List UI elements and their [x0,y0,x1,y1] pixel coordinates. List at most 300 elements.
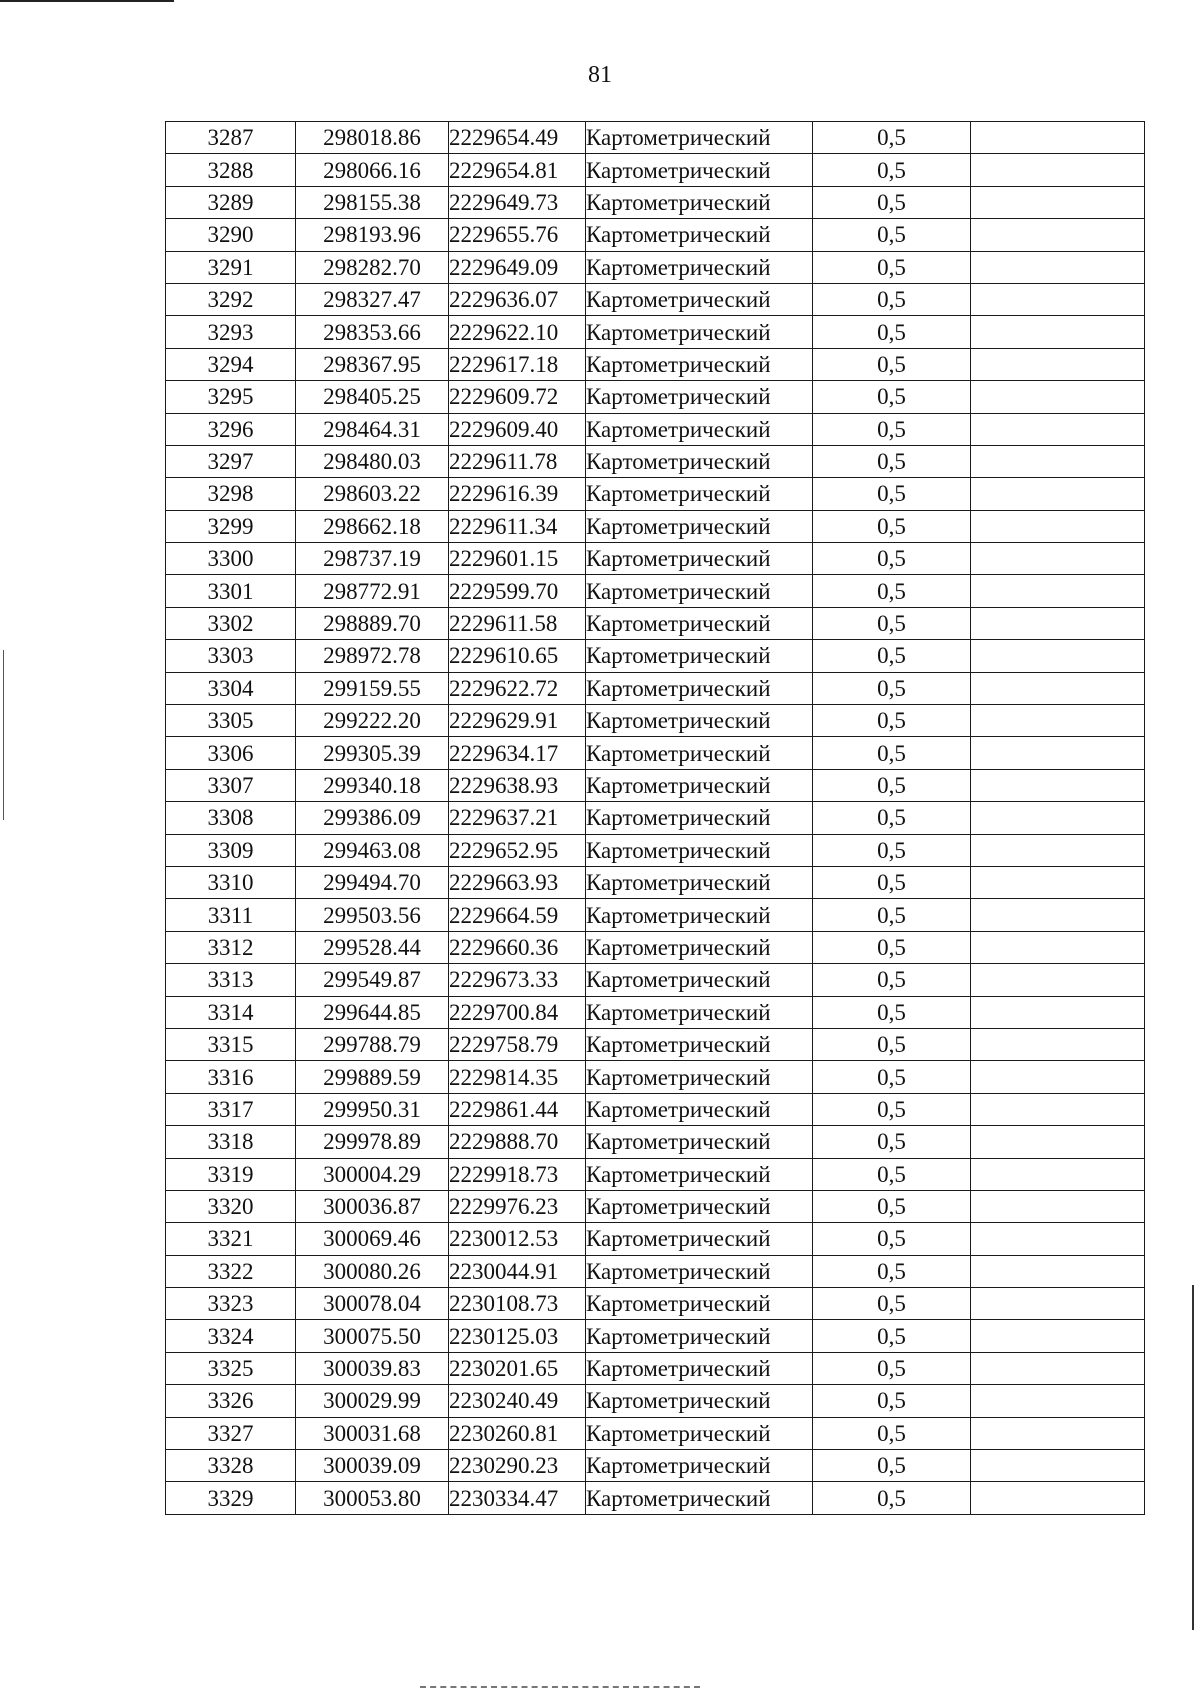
point-number-cell: 3294 [166,348,296,380]
y-coordinate-cell: 2229609.40 [449,413,586,445]
point-number-cell: 3298 [166,478,296,510]
method-cell: Картометрический [586,251,813,283]
method-cell: Картометрический [586,899,813,931]
note-cell [971,1352,1145,1384]
point-number-cell: 3318 [166,1126,296,1158]
x-coordinate-cell: 299644.85 [296,996,449,1028]
table-row [166,672,1145,704]
note-cell [971,381,1145,413]
accuracy-cell: 0,5 [813,154,971,186]
point-number-cell: 3293 [166,316,296,348]
scan-footer-dashes [420,1686,700,1690]
x-coordinate-cell: 298066.16 [296,154,449,186]
accuracy-cell: 0,5 [813,381,971,413]
method-cell: Картометрический [586,348,813,380]
note-cell [971,154,1145,186]
y-coordinate-cell: 2229611.34 [449,510,586,542]
x-coordinate-cell: 299222.20 [296,705,449,737]
table-row [166,348,1145,380]
x-coordinate-cell: 299528.44 [296,931,449,963]
method-cell: Картометрический [586,154,813,186]
method-cell: Картометрический [586,1385,813,1417]
y-coordinate-cell: 2229673.33 [449,964,586,996]
method-cell: Картометрический [586,445,813,477]
note-cell [971,1093,1145,1125]
note-cell [971,1385,1145,1417]
accuracy-cell: 0,5 [813,1158,971,1190]
accuracy-cell: 0,5 [813,737,971,769]
table-row [166,607,1145,639]
note-cell [971,1288,1145,1320]
point-number-cell: 3305 [166,705,296,737]
table-row [166,1482,1145,1514]
method-cell: Картометрический [586,866,813,898]
accuracy-cell: 0,5 [813,1190,971,1222]
point-number-cell: 3307 [166,769,296,801]
x-coordinate-cell: 300039.09 [296,1450,449,1482]
y-coordinate-cell: 2229609.72 [449,381,586,413]
accuracy-cell: 0,5 [813,1061,971,1093]
method-cell: Картометрический [586,672,813,704]
table-row [166,413,1145,445]
method-cell: Картометрический [586,737,813,769]
accuracy-cell: 0,5 [813,802,971,834]
note-cell [971,1320,1145,1352]
table-row [166,186,1145,218]
note-cell [971,1450,1145,1482]
point-number-cell: 3310 [166,866,296,898]
x-coordinate-cell: 298464.31 [296,413,449,445]
y-coordinate-cell: 2229611.78 [449,445,586,477]
point-number-cell: 3325 [166,1352,296,1384]
table-row [166,1450,1145,1482]
x-coordinate-cell: 300029.99 [296,1385,449,1417]
method-cell: Картометрический [586,122,813,154]
table-row [166,931,1145,963]
note-cell [971,219,1145,251]
table-row [166,705,1145,737]
y-coordinate-cell: 2229637.21 [449,802,586,834]
accuracy-cell: 0,5 [813,834,971,866]
table-row [166,251,1145,283]
table-row [166,1255,1145,1287]
coordinates-table [165,121,1145,1515]
x-coordinate-cell: 298737.19 [296,543,449,575]
y-coordinate-cell: 2229700.84 [449,996,586,1028]
point-number-cell: 3316 [166,1061,296,1093]
accuracy-cell: 0,5 [813,316,971,348]
note-cell [971,1126,1145,1158]
method-cell: Картометрический [586,1126,813,1158]
note-cell [971,931,1145,963]
x-coordinate-cell: 299889.59 [296,1061,449,1093]
x-coordinate-cell: 300080.26 [296,1255,449,1287]
y-coordinate-cell: 2229652.95 [449,834,586,866]
scan-edge-line-left [3,650,4,820]
table-row [166,1061,1145,1093]
accuracy-cell: 0,5 [813,413,971,445]
point-number-cell: 3317 [166,1093,296,1125]
method-cell: Картометрический [586,381,813,413]
x-coordinate-cell: 298018.86 [296,122,449,154]
note-cell [971,1255,1145,1287]
table-row [166,640,1145,672]
y-coordinate-cell: 2229861.44 [449,1093,586,1125]
note-cell [971,672,1145,704]
method-cell: Картометрический [586,1417,813,1449]
point-number-cell: 3314 [166,996,296,1028]
method-cell: Картометрический [586,996,813,1028]
note-cell [971,607,1145,639]
point-number-cell: 3313 [166,964,296,996]
method-cell: Картометрический [586,478,813,510]
y-coordinate-cell: 2229918.73 [449,1158,586,1190]
y-coordinate-cell: 2229629.91 [449,705,586,737]
accuracy-cell: 0,5 [813,931,971,963]
accuracy-cell: 0,5 [813,348,971,380]
x-coordinate-cell: 299978.89 [296,1126,449,1158]
accuracy-cell: 0,5 [813,1352,971,1384]
coordinates-table-body [166,122,1145,1515]
method-cell: Картометрический [586,834,813,866]
note-cell [971,834,1145,866]
y-coordinate-cell: 2229617.18 [449,348,586,380]
accuracy-cell: 0,5 [813,122,971,154]
note-cell [971,964,1145,996]
method-cell: Картометрический [586,1061,813,1093]
x-coordinate-cell: 299305.39 [296,737,449,769]
method-cell: Картометрический [586,1223,813,1255]
accuracy-cell: 0,5 [813,186,971,218]
point-number-cell: 3290 [166,219,296,251]
accuracy-cell: 0,5 [813,1482,971,1514]
method-cell: Картометрический [586,283,813,315]
point-number-cell: 3311 [166,899,296,931]
method-cell: Картометрический [586,1158,813,1190]
y-coordinate-cell: 2229622.72 [449,672,586,704]
x-coordinate-cell: 299494.70 [296,866,449,898]
x-coordinate-cell: 298282.70 [296,251,449,283]
accuracy-cell: 0,5 [813,575,971,607]
table-row [166,802,1145,834]
accuracy-cell: 0,5 [813,543,971,575]
accuracy-cell: 0,5 [813,445,971,477]
table-row [166,866,1145,898]
x-coordinate-cell: 300053.80 [296,1482,449,1514]
x-coordinate-cell: 298155.38 [296,186,449,218]
y-coordinate-cell: 2229611.58 [449,607,586,639]
table-row [166,122,1145,154]
y-coordinate-cell: 2229649.73 [449,186,586,218]
table-row [166,1223,1145,1255]
note-cell [971,640,1145,672]
x-coordinate-cell: 300004.29 [296,1158,449,1190]
y-coordinate-cell: 2229664.59 [449,899,586,931]
table-row [166,510,1145,542]
accuracy-cell: 0,5 [813,1093,971,1125]
point-number-cell: 3303 [166,640,296,672]
method-cell: Картометрический [586,607,813,639]
note-cell [971,478,1145,510]
point-number-cell: 3295 [166,381,296,413]
point-number-cell: 3299 [166,510,296,542]
x-coordinate-cell: 299340.18 [296,769,449,801]
accuracy-cell: 0,5 [813,1255,971,1287]
y-coordinate-cell: 2230108.73 [449,1288,586,1320]
x-coordinate-cell: 299463.08 [296,834,449,866]
method-cell: Картометрический [586,802,813,834]
note-cell [971,996,1145,1028]
method-cell: Картометрический [586,1028,813,1060]
y-coordinate-cell: 2230201.65 [449,1352,586,1384]
y-coordinate-cell: 2229654.49 [449,122,586,154]
note-cell [971,705,1145,737]
x-coordinate-cell: 298662.18 [296,510,449,542]
note-cell [971,283,1145,315]
table-row [166,834,1145,866]
y-coordinate-cell: 2229601.15 [449,543,586,575]
note-cell [971,251,1145,283]
y-coordinate-cell: 2229655.76 [449,219,586,251]
point-number-cell: 3312 [166,931,296,963]
note-cell [971,1028,1145,1060]
y-coordinate-cell: 2230125.03 [449,1320,586,1352]
accuracy-cell: 0,5 [813,1450,971,1482]
x-coordinate-cell: 298972.78 [296,640,449,672]
method-cell: Картометрический [586,1482,813,1514]
x-coordinate-cell: 298480.03 [296,445,449,477]
accuracy-cell: 0,5 [813,1126,971,1158]
point-number-cell: 3287 [166,122,296,154]
table-row [166,1190,1145,1222]
x-coordinate-cell: 300039.83 [296,1352,449,1384]
x-coordinate-cell: 299503.56 [296,899,449,931]
x-coordinate-cell: 299159.55 [296,672,449,704]
accuracy-cell: 0,5 [813,769,971,801]
x-coordinate-cell: 298889.70 [296,607,449,639]
y-coordinate-cell: 2229610.65 [449,640,586,672]
x-coordinate-cell: 298405.25 [296,381,449,413]
note-cell [971,866,1145,898]
accuracy-cell: 0,5 [813,478,971,510]
x-coordinate-cell: 300069.46 [296,1223,449,1255]
y-coordinate-cell: 2229649.09 [449,251,586,283]
note-cell [971,737,1145,769]
table-row [166,1126,1145,1158]
table-row [166,1028,1145,1060]
scan-edge-line [1192,1285,1194,1630]
x-coordinate-cell: 299549.87 [296,964,449,996]
table-row [166,1320,1145,1352]
method-cell: Картометрический [586,1288,813,1320]
table-row [166,1093,1145,1125]
accuracy-cell: 0,5 [813,1223,971,1255]
accuracy-cell: 0,5 [813,283,971,315]
method-cell: Картометрический [586,1190,813,1222]
point-number-cell: 3302 [166,607,296,639]
accuracy-cell: 0,5 [813,866,971,898]
accuracy-cell: 0,5 [813,964,971,996]
table-row [166,478,1145,510]
y-coordinate-cell: 2229660.36 [449,931,586,963]
table-row [166,737,1145,769]
method-cell: Картометрический [586,575,813,607]
x-coordinate-cell: 298367.95 [296,348,449,380]
y-coordinate-cell: 2229616.39 [449,478,586,510]
point-number-cell: 3328 [166,1450,296,1482]
note-cell [971,348,1145,380]
accuracy-cell: 0,5 [813,607,971,639]
point-number-cell: 3322 [166,1255,296,1287]
method-cell: Картометрический [586,1352,813,1384]
x-coordinate-cell: 300075.50 [296,1320,449,1352]
y-coordinate-cell: 2230012.53 [449,1223,586,1255]
x-coordinate-cell: 299788.79 [296,1028,449,1060]
accuracy-cell: 0,5 [813,1028,971,1060]
table-row [166,769,1145,801]
x-coordinate-cell: 298327.47 [296,283,449,315]
point-number-cell: 3289 [166,186,296,218]
point-number-cell: 3306 [166,737,296,769]
y-coordinate-cell: 2230240.49 [449,1385,586,1417]
table-row [166,1385,1145,1417]
note-cell [971,316,1145,348]
point-number-cell: 3296 [166,413,296,445]
point-number-cell: 3309 [166,834,296,866]
method-cell: Картометрический [586,1093,813,1125]
note-cell [971,802,1145,834]
point-number-cell: 3315 [166,1028,296,1060]
point-number-cell: 3323 [166,1288,296,1320]
note-cell [971,186,1145,218]
y-coordinate-cell: 2229654.81 [449,154,586,186]
point-number-cell: 3329 [166,1482,296,1514]
accuracy-cell: 0,5 [813,1288,971,1320]
table-row [166,899,1145,931]
table-row [166,964,1145,996]
y-coordinate-cell: 2230260.81 [449,1417,586,1449]
method-cell: Картометрический [586,219,813,251]
method-cell: Картометрический [586,510,813,542]
accuracy-cell: 0,5 [813,1417,971,1449]
accuracy-cell: 0,5 [813,219,971,251]
point-number-cell: 3297 [166,445,296,477]
table-row [166,283,1145,315]
method-cell: Картометрический [586,186,813,218]
note-cell [971,769,1145,801]
y-coordinate-cell: 2229758.79 [449,1028,586,1060]
note-cell [971,899,1145,931]
note-cell [971,1158,1145,1190]
note-cell [971,445,1145,477]
table-row [166,381,1145,413]
note-cell [971,1223,1145,1255]
scan-corner-line [0,0,174,2]
y-coordinate-cell: 2230334.47 [449,1482,586,1514]
table-row [166,1417,1145,1449]
accuracy-cell: 0,5 [813,996,971,1028]
method-cell: Картометрический [586,413,813,445]
x-coordinate-cell: 300036.87 [296,1190,449,1222]
x-coordinate-cell: 300078.04 [296,1288,449,1320]
method-cell: Картометрический [586,316,813,348]
table-row [166,1288,1145,1320]
x-coordinate-cell: 299386.09 [296,802,449,834]
table-row [166,1158,1145,1190]
method-cell: Картометрический [586,1320,813,1352]
x-coordinate-cell: 298603.22 [296,478,449,510]
accuracy-cell: 0,5 [813,899,971,931]
note-cell [971,575,1145,607]
method-cell: Картометрический [586,769,813,801]
method-cell: Картометрический [586,1255,813,1287]
y-coordinate-cell: 2229599.70 [449,575,586,607]
point-number-cell: 3321 [166,1223,296,1255]
table-row [166,1352,1145,1384]
accuracy-cell: 0,5 [813,640,971,672]
method-cell: Картометрический [586,1450,813,1482]
method-cell: Картометрический [586,543,813,575]
point-number-cell: 3320 [166,1190,296,1222]
accuracy-cell: 0,5 [813,1385,971,1417]
point-number-cell: 3288 [166,154,296,186]
table-row [166,219,1145,251]
point-number-cell: 3304 [166,672,296,704]
table-row [166,575,1145,607]
point-number-cell: 3319 [166,1158,296,1190]
note-cell [971,1417,1145,1449]
note-cell [971,122,1145,154]
accuracy-cell: 0,5 [813,705,971,737]
point-number-cell: 3308 [166,802,296,834]
point-number-cell: 3292 [166,283,296,315]
method-cell: Картометрический [586,705,813,737]
method-cell: Картометрический [586,640,813,672]
y-coordinate-cell: 2229976.23 [449,1190,586,1222]
table-row [166,445,1145,477]
note-cell [971,510,1145,542]
note-cell [971,1190,1145,1222]
y-coordinate-cell: 2230044.91 [449,1255,586,1287]
y-coordinate-cell: 2230290.23 [449,1450,586,1482]
point-number-cell: 3291 [166,251,296,283]
y-coordinate-cell: 2229636.07 [449,283,586,315]
method-cell: Картометрический [586,964,813,996]
method-cell: Картометрический [586,931,813,963]
x-coordinate-cell: 298193.96 [296,219,449,251]
point-number-cell: 3324 [166,1320,296,1352]
y-coordinate-cell: 2229814.35 [449,1061,586,1093]
y-coordinate-cell: 2229634.17 [449,737,586,769]
x-coordinate-cell: 300031.68 [296,1417,449,1449]
table-row [166,316,1145,348]
x-coordinate-cell: 298353.66 [296,316,449,348]
table-row [166,154,1145,186]
accuracy-cell: 0,5 [813,672,971,704]
note-cell [971,413,1145,445]
point-number-cell: 3301 [166,575,296,607]
accuracy-cell: 0,5 [813,251,971,283]
note-cell [971,1061,1145,1093]
table-row [166,543,1145,575]
point-number-cell: 3326 [166,1385,296,1417]
y-coordinate-cell: 2229638.93 [449,769,586,801]
y-coordinate-cell: 2229888.70 [449,1126,586,1158]
page-number: 81 [588,62,612,88]
x-coordinate-cell: 299950.31 [296,1093,449,1125]
note-cell [971,543,1145,575]
y-coordinate-cell: 2229622.10 [449,316,586,348]
